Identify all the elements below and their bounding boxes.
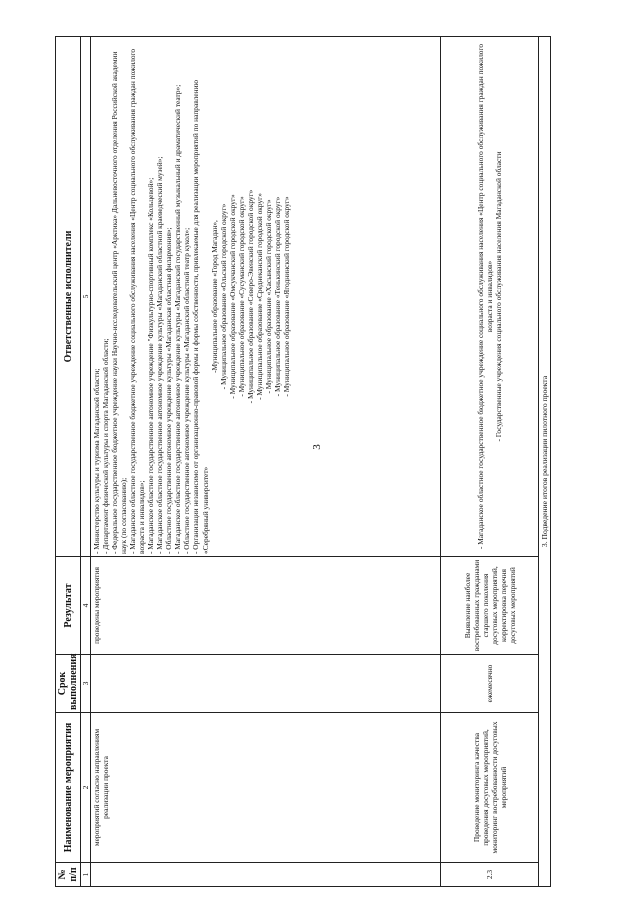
executor-line: - Муниципальное образование «Среднеканский городской округ»: [254, 193, 264, 400]
executor-line: - Магаданское областное государственное бюджетное учреждение социального обслуживания населения «Центр социального обслуживания граждан пожилого возраста и инвалидов»: [476, 43, 495, 550]
result-cell: Выявление наиболее востребованных гражданами старшего поколения досуговых мероприятий, корректировка перечня досуговых мероприятий: [441, 557, 539, 655]
executor-line: - Муниципальное образование «Тенькинский городской округ»: [272, 196, 282, 397]
event-name-cell: Проведение мониторинга качества проведения досуговых мероприятий, мониторинг востребованности досуговых мероприятий: [441, 713, 539, 863]
column-number: 3: [81, 655, 91, 713]
executor-line: - Федеральное государственное бюджетное учреждение науки Научно-исследовательский центр «Арктика» Дальневосточного отделения Российской академии наук (по согласованию);: [110, 51, 129, 554]
header-term: Срок выполнения: [56, 655, 81, 713]
executor-line: - Муниципальное образование «Омсукчанский городской округ»: [227, 194, 237, 399]
term-cell: ежемесячно: [441, 655, 539, 713]
executor-line: - Магаданское областное государственное автономное учреждение культуры «Магаданский государственный музыкальный и драматический театр»;: [173, 84, 183, 554]
executor-line: - Областное государственное автономное учреждение культуры «Магаданская областная филармония»;: [164, 227, 174, 554]
result-cell: проведены мероприятия: [91, 557, 441, 655]
executor-line: -Муниципальное образование «Город Магадан»,: [209, 220, 219, 373]
header-event-name: Наименование мероприятия: [56, 713, 81, 863]
executor-line: - Муниципальное образование «Хасынский городской округ»: [263, 199, 273, 394]
table-row: [441, 37, 539, 887]
executor-line: - Магаданское областное государственное бюджетное учреждение социального обслуживания населения «Центр социального обслуживания граждан пожилого возраста и инвалидов»;: [128, 48, 147, 554]
page-number: 3: [311, 444, 323, 450]
executors-cell: [91, 37, 441, 557]
header-row: [56, 37, 81, 887]
row-number: [91, 863, 441, 887]
column-number: 5: [81, 37, 91, 557]
executor-line: - Магаданское областное государственное автономное учреждение культуры «Магаданский областной краеведческий музей»;: [155, 156, 165, 554]
executor-line: - Областное государственное автономное учреждение культуры «Магаданский областной театр кукол»;: [182, 227, 192, 554]
column-number: 2: [81, 713, 91, 863]
rotated-table-container: [55, 37, 567, 887]
executor-line: - Муниципальное образование «Северо-Эвенский городской округ»: [245, 189, 255, 404]
events-table: [55, 36, 551, 887]
executor-line: - Муниципальное образование «Ольский городской округ»: [218, 203, 228, 390]
header-executors: Ответственные исполнители: [56, 37, 81, 557]
column-number-row: [81, 37, 91, 887]
executor-line: - Министерство культуры и туризма Магаданской области;: [92, 368, 102, 554]
section-title: 3. Подведение итогов реализации пилотного проекта: [539, 37, 551, 887]
executor-line: - Государственные учреждения социального обслуживания населения Магаданской области: [494, 151, 504, 442]
header-result: Результат: [56, 557, 81, 655]
header-number: № п/п: [56, 863, 81, 887]
column-number: 4: [81, 557, 91, 655]
executor-line: - Муниципальное образование «Ягоднинский городской округ»: [281, 196, 291, 397]
table-row: [91, 37, 441, 887]
event-name-cell: мероприятий согласно направлениям реализации проекта: [91, 713, 441, 863]
section-row: [539, 37, 551, 887]
executor-line: - Организации независимо от организационно-правовой формы и формы собственности, привлекаемые для реализации мероприятий по направлению «Серебряный университет»: [191, 79, 210, 554]
executors-cell: [441, 37, 539, 557]
term-cell: [91, 655, 441, 713]
executor-line: - Магаданское областное государственное автономное учреждение "Физкультурно-спортивный комплекс «Кольцевой»;: [146, 177, 156, 554]
executor-line: - Муниципальное образование «Сусуманский городской округ»: [236, 196, 246, 397]
column-number: 1: [81, 863, 91, 887]
row-number: 2.3: [441, 863, 539, 887]
executor-line: - Департамент физической культуры и спорта Магаданской области;: [101, 338, 111, 554]
